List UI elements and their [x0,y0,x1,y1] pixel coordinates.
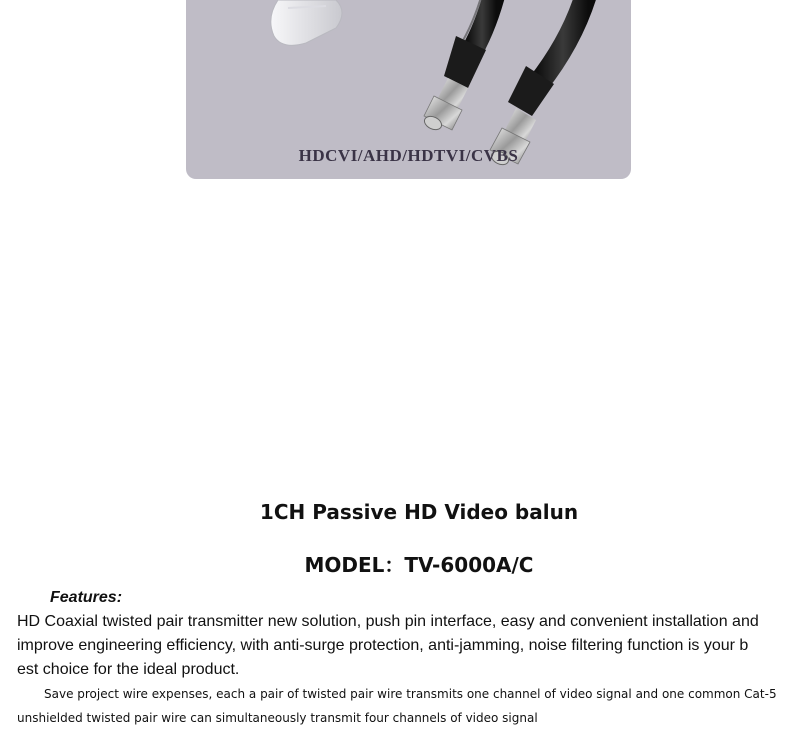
description-line: Save project wire expenses, each a pair of twisted pair wire transmits one channel of video signal and one common Cat-5 [44,687,777,701]
feature-line: est choice for the ideal product. [17,661,240,678]
product-title: 1CH Passive HD Video balun [259,500,579,524]
features-heading: Features: [50,589,123,606]
model-number: MODEL：TV-6000A/C [304,553,534,577]
description-line: unshielded twisted pair wire can simultaneously transmit four channels of video signal [17,711,538,725]
feature-line: improve engineering efficiency, with anti-surge protection, anti-jamming, noise filtering function is your b [17,637,749,654]
feature-line: HD Coaxial twisted pair transmitter new solution, push pin interface, easy and convenient installation and [17,613,759,630]
product-image [186,0,631,179]
product-label: HDCVI/AHD/HDTVI/CVBS [298,146,519,165]
